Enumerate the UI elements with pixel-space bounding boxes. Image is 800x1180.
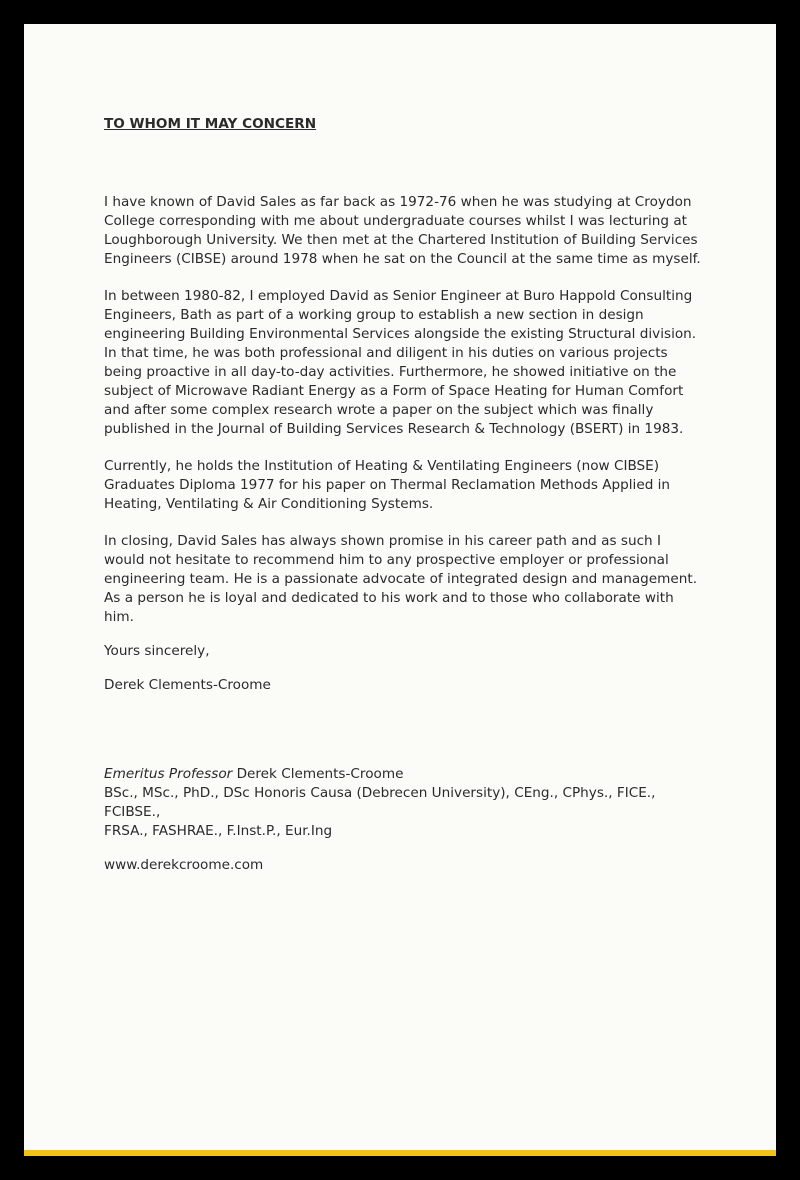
signer-name: Derek Clements-Croome [104, 677, 271, 693]
academic-title: Emeritus Professor [104, 766, 233, 782]
credentials-line-2: FRSA., FASHRAE., F.Inst.P., Eur.Ing [104, 823, 333, 839]
paragraph-4: In closing, David Sales has always shown promise in his career path and as such I would not hesitate to recommend him to any prospective employer or professional engineering team. He is a passionate advocate of integrated design and management. As a person he is loyal and dedicated to his work and to those who collaborate with him. [104, 533, 698, 625]
letter-heading: TO WHOM IT MAY CONCERN [104, 116, 317, 132]
closing: Yours sincerely, [104, 643, 210, 659]
letter-body [104, 115, 704, 875]
paragraph-1: I have known of David Sales as far back as 1972-76 when he was studying at Croydon College corresponding with me about undergraduate courses whilst I was lecturing at Loughborough University. We then met at the Chartered Institution of Building Services Engineers (CIBSE) around 1978 when he sat on the Council at the same time as myself. [104, 194, 701, 267]
page-edge-strip [24, 1150, 776, 1156]
credentials-line-1: BSc., MSc., PhD., DSc Honoris Causa (Debrecen University), CEng., CPhys., FICE., FCIBSE., [104, 785, 656, 820]
signature-title-line [104, 765, 704, 784]
signature-block [104, 765, 704, 841]
paragraph-2: In between 1980-82, I employed David as Senior Engineer at Buro Happold Consulting Engineers, Bath as part of a working group to establish a new section in design engineering Building Environmental Services alongside the existing Structural division. In that time, he was both professional and diligent in his duties on various projects being proactive in all day-to-day activities. Furthermore, he showed initiative on the subject of Microwave Radiant Energy as a Form of Space Heating for Human Comfort and after some complex research wrote a paper on the subject which was finally published in the Journal of Building Services Research & Technology (BSERT) in 1983. [104, 288, 697, 437]
website-link[interactable]: www.derekcroome.com [104, 857, 264, 873]
signature-name: Derek Clements-Croome [236, 766, 404, 782]
paragraph-3: Currently, he holds the Institution of Heating & Ventilating Engineers (now CIBSE) Graduates Diploma 1977 for his paper on Thermal Reclamation Methods Applied in Heating, Ventilating & Air Conditioning Systems. [104, 458, 671, 512]
